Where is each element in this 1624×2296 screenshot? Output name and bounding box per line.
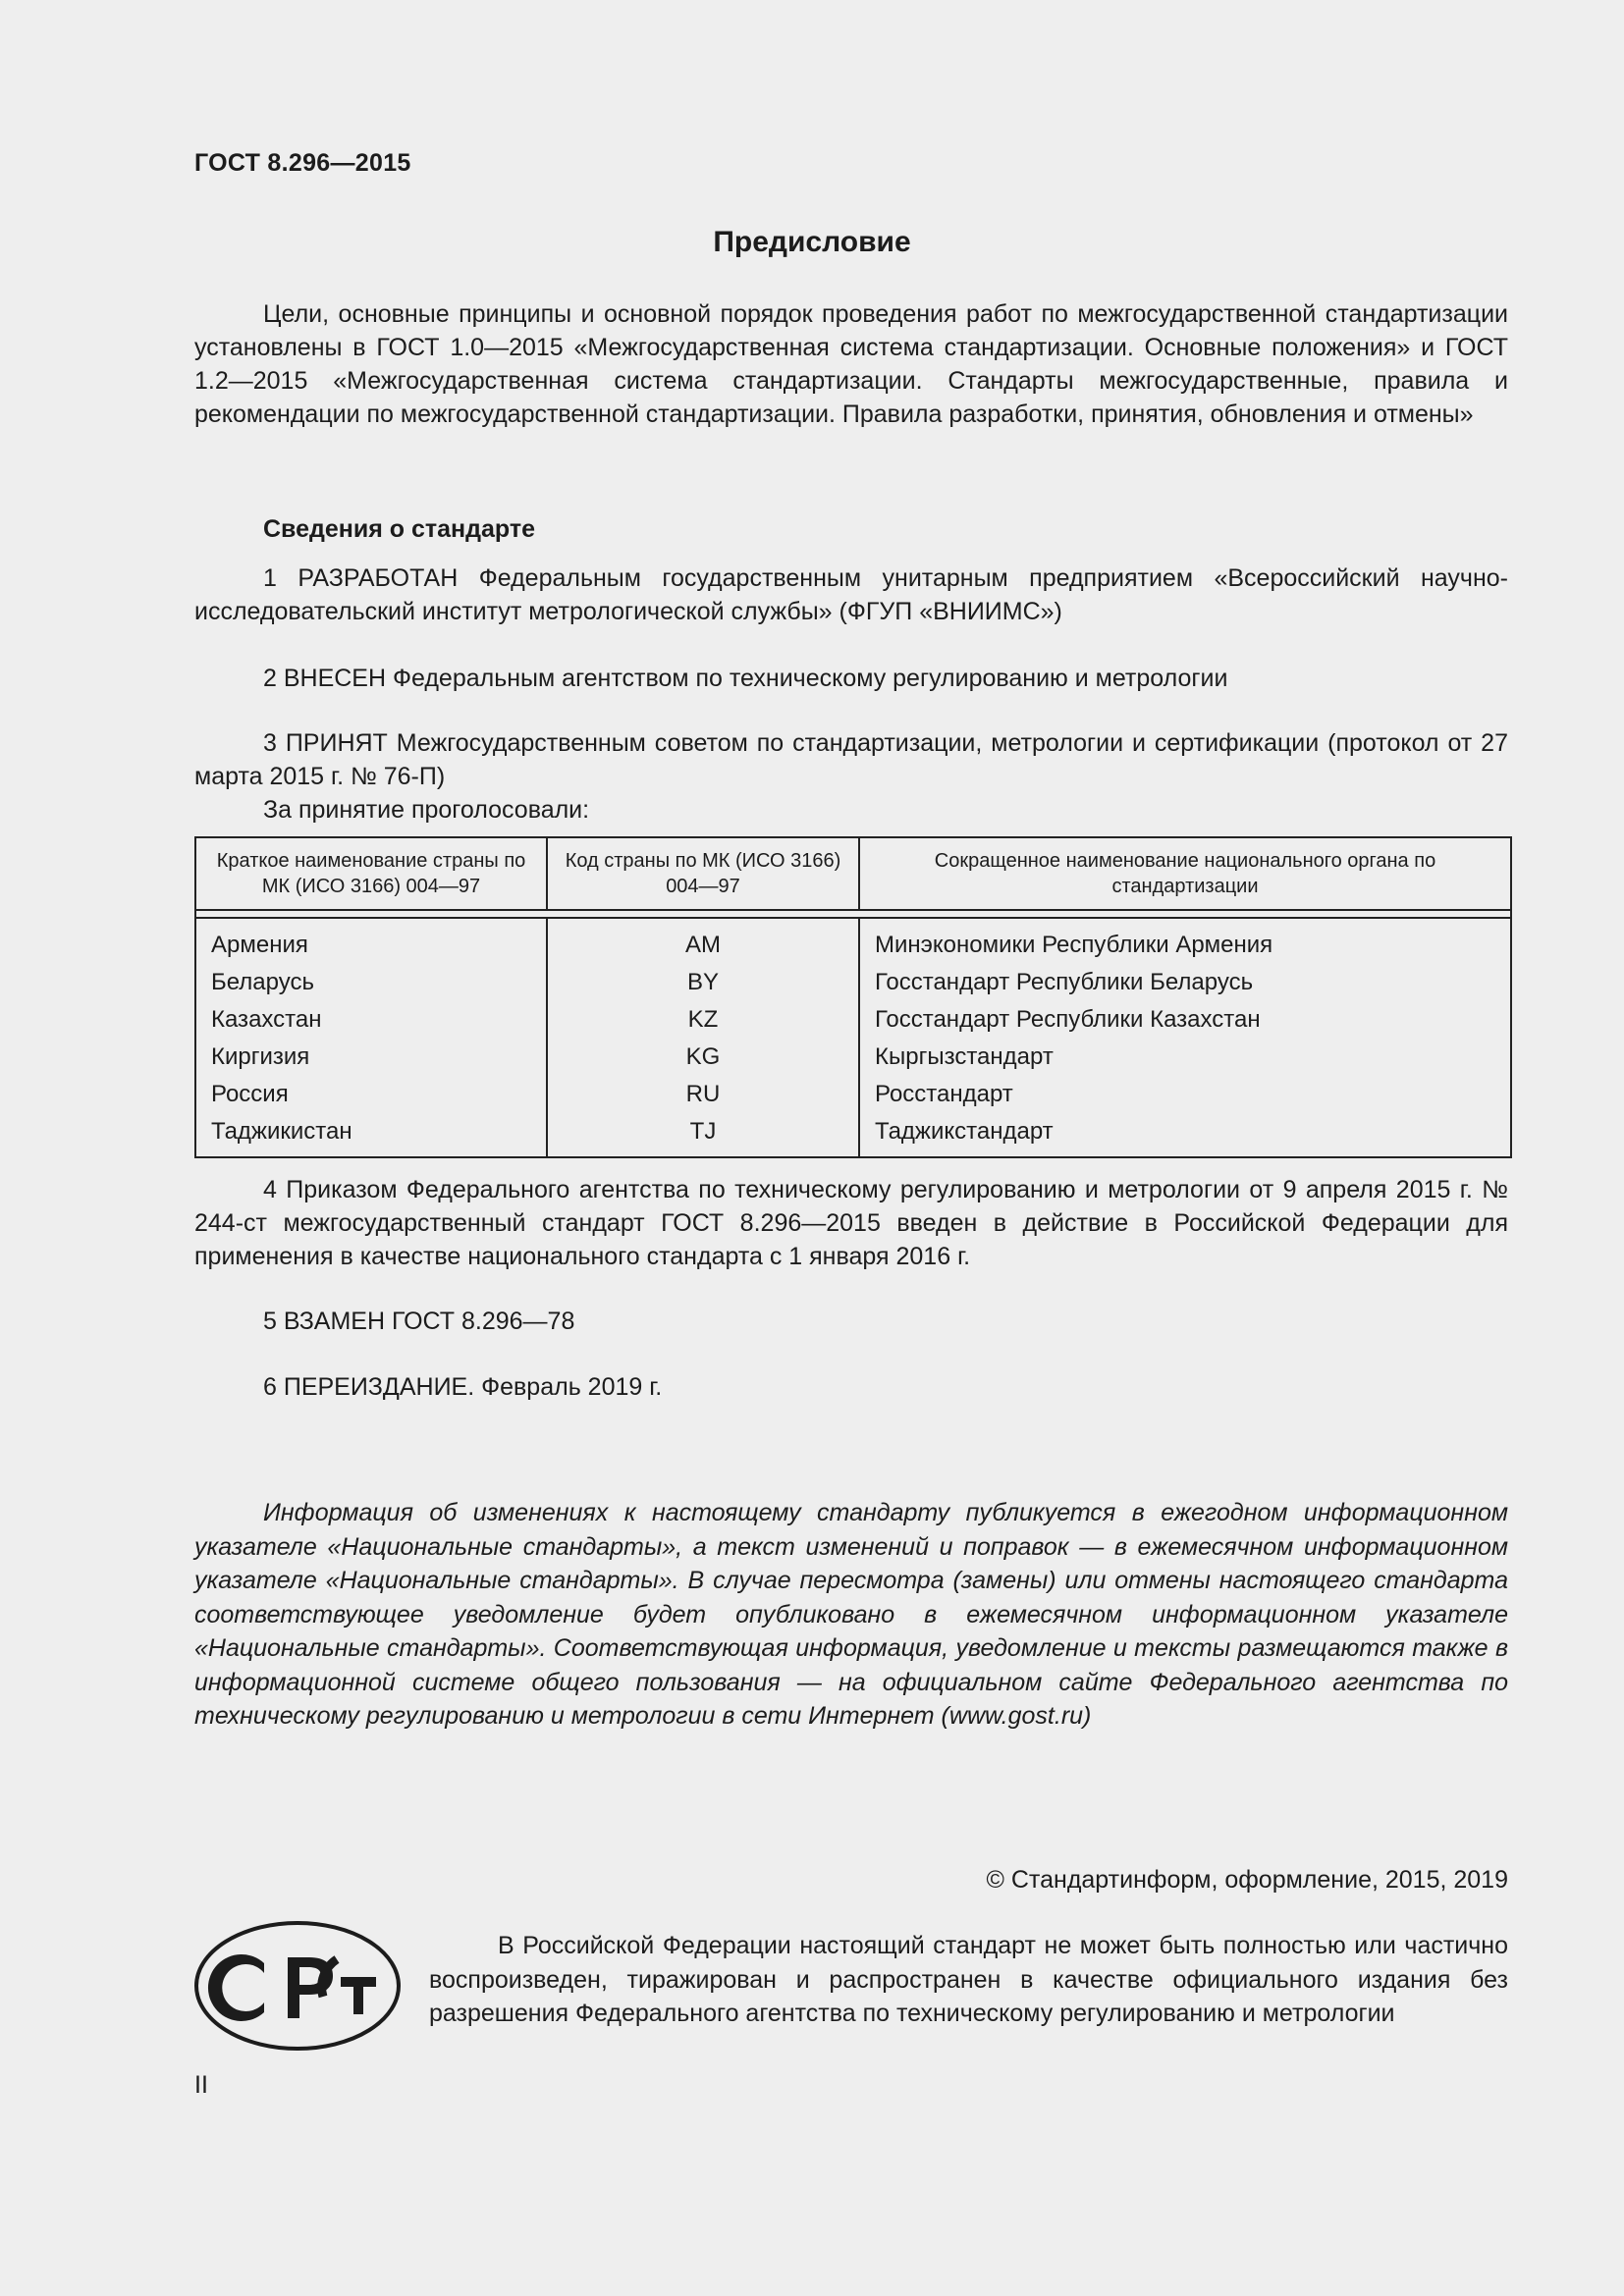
item-3-voted: За принятие проголосовали: <box>263 796 590 824</box>
changes-notice: Информация об изменениях к настоящему стандарту публикуется в ежегодном информационном указателе «Национальные стандарты», а текст изменений и поправок — в ежемесячном информационном указателе «Национальные стандарты». В случае пересмотра (замены) или отмены настоящего стандарта соответствующее уведомление будет опубликовано в ежемесячном информационном указателе «Национальные стандарты». Соответствующая информация, уведомление и тексты размещаются также в информационной системе общего пользования — на официальном сайте Федерального агентства по техническому регулированию и метрологии в сети Интернет (www.gost.ru) <box>194 1499 1508 1730</box>
document-code: ГОСТ 8.296—2015 <box>194 149 411 177</box>
table-double-rule <box>196 911 1510 919</box>
page-title: Предисловие <box>713 226 911 258</box>
table-cell: Беларусь <box>211 969 314 995</box>
table-cell: Госстандарт Республики Беларусь <box>875 969 1254 995</box>
copyright-line: © Стандартинформ, оформление, 2015, 2019 <box>986 1866 1508 1894</box>
table-cell: Госстандарт Республики Казахстан <box>875 1006 1261 1033</box>
info-heading: Сведения о стандарте <box>263 515 536 543</box>
item-6: 6 ПЕРЕИЗДАНИЕ. Февраль 2019 г. <box>263 1373 663 1401</box>
table-cell: Таджикстандарт <box>875 1118 1054 1145</box>
table-cell: Киргизия <box>211 1043 310 1070</box>
table-cell: Таджикистан <box>211 1118 352 1145</box>
table-column-code <box>548 919 860 1156</box>
item-5: 5 ВЗАМЕН ГОСТ 8.296—78 <box>263 1308 575 1335</box>
table-cell: Кыргызстандарт <box>875 1043 1054 1070</box>
table-cell: KG <box>685 1043 721 1070</box>
item-3: 3 ПРИНЯТ Межгосударственным советом по стандартизации, метрологии и сертификации (протокол от 27 марта 2015 г. № 76-П) <box>194 729 1508 790</box>
rights-statement: В Российской Федерации настоящий стандарт не может быть полностью или частично воспроизведен, тиражирован и распространен в качестве официального издания без разрешения Федерального агентства по техническому регулированию и метрологии <box>429 1932 1508 2027</box>
table-header <box>196 838 1510 911</box>
table-cell: RU <box>685 1081 721 1107</box>
table-header-body: Сокращенное наименование национального органа по стандартизации <box>934 850 1436 897</box>
voting-table <box>194 836 1512 1158</box>
table-cell: BY <box>686 969 719 995</box>
item-2: 2 ВНЕСЕН Федеральным агентством по техническому регулированию и метрологии <box>263 665 1228 692</box>
table-header-code: Код страны по МК (ИСО 3166) 004—97 <box>548 838 860 909</box>
table-cell: Армения <box>211 932 308 958</box>
table-body <box>196 919 1510 1156</box>
item-1: 1 РАЗРАБОТАН Федеральным государственным унитарным предприятием «Всероссийский научно-исследовательский институт метрологической службы» (ФГУП «ВНИИМС») <box>194 564 1508 625</box>
table-cell: Казахстан <box>211 1006 322 1033</box>
table-cell: KZ <box>687 1006 719 1033</box>
table-column-body <box>860 919 1510 1156</box>
rst-certification-mark-icon <box>193 1920 403 2053</box>
page-number: II <box>194 2071 208 2099</box>
table-cell: TJ <box>689 1118 717 1145</box>
table-cell: Росстандарт <box>875 1081 1013 1107</box>
table-header-country: Краткое наименование страны по МК (ИСО 3166) 004—97 <box>196 838 548 909</box>
table-cell: AM <box>685 932 721 958</box>
item-4: 4 Приказом Федерального агентства по техническому регулированию и метрологии от 9 апреля 2015 г. № 244-ст межгосударственный стандарт ГОСТ 8.296—2015 введен в действие в Российской Федерации для применения в качестве национального стандарта с 1 января 2016 г. <box>194 1176 1508 1270</box>
table-column-country <box>196 919 548 1156</box>
table-cell: Минэкономики Республики Армения <box>875 932 1273 958</box>
intro-paragraph: Цели, основные принципы и основной порядок проведения работ по межгосударственной стандартизации установлены в ГОСТ 1.0—2015 «Межгосударственная система стандартизации. Основные положения» и ГОСТ 1.2—2015 «Межгосударственная система стандартизации. Стандарты межгосударственные, правила и рекомендации по межгосударственной стандартизации. Правила разработки, принятия, обновления и отмены» <box>194 300 1508 428</box>
table-cell: Россия <box>211 1081 289 1107</box>
